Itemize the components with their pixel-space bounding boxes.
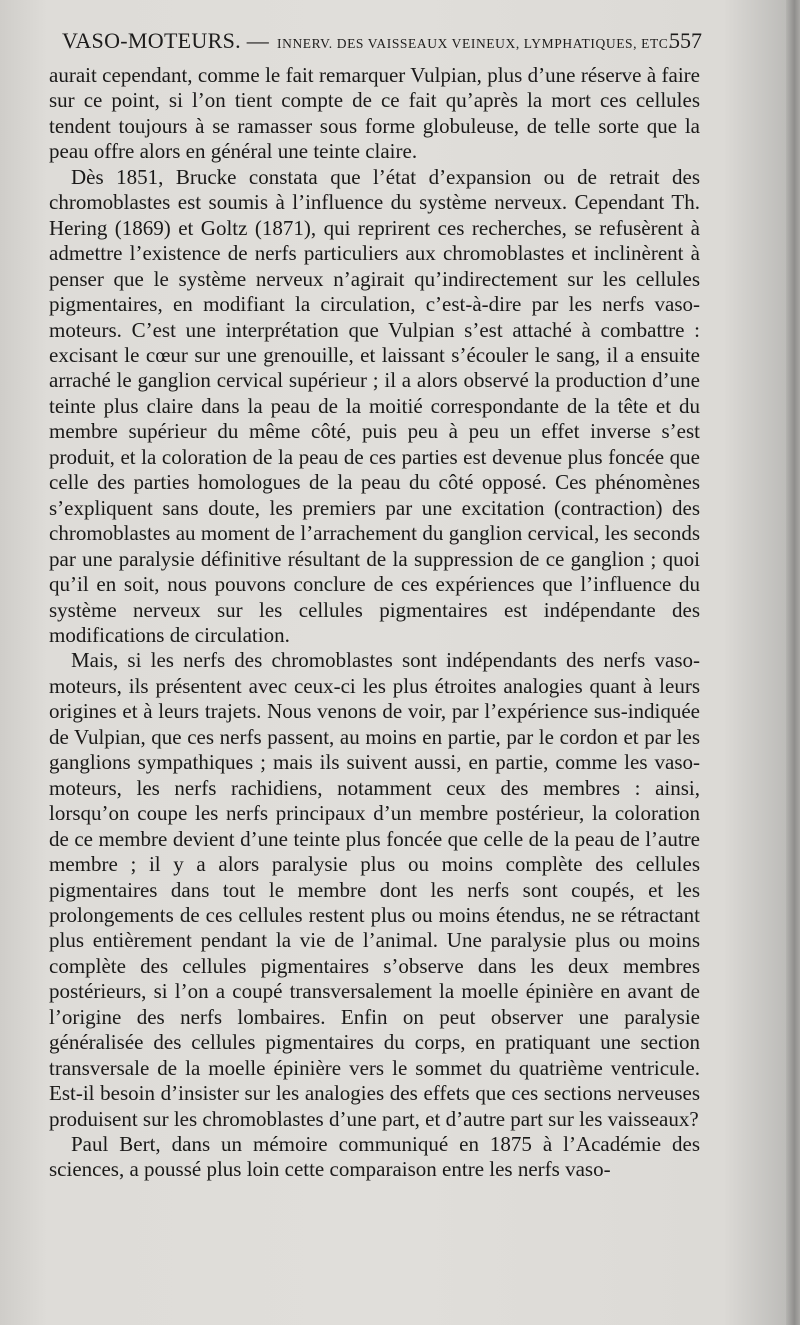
- paragraph-brucke: Dès 1851, Brucke constata que l’état d’expansion ou de retrait des chromoblastes est soumis à l’influence du système nerveux. Cependant Th. Hering (1869) et Goltz (1871), qui reprirent ces recherches, se refusèrent à admettre l’existence de nerfs particuliers aux chromoblastes et inclinèrent à penser que le système nerveux n’agirait qu’indirectement sur les cellules pigmentaires, en modifiant la circulation, c’est-à-dire par les nerfs vaso-moteurs. C’est une interprétation que Vulpian s’est attaché à combattre : excisant le cœur sur une grenouille, et laissant s’écouler le sang, il a ensuite arraché le ganglion cervical supérieur ; il a alors observé la production d’une teinte plus claire dans la peau de la moitié correspondante de la tête et du membre supérieur du même côté, puis peu à peu un effet inverse s’est produit, et la coloration de la peau de ces parties est devenue plus foncée que celle des parties homologues de la peau du côté opposé. Ces phénomènes s’expliquent sans doute, les premiers par une excitation (contraction) des chromoblastes au moment de l’arrachement du ganglion cervical, les seconds par une paralysie définitive résultant de la suppression de ce ganglion ; quoi qu’il en soit, nous pouvons conclure de ces expériences que l’influence du système nerveux sur les cellules pigmentaires est indépendante des modifications de circulation.: [49, 164, 700, 647]
- page-number: 557: [669, 28, 702, 53]
- header-subtitle: INNERV. DES VAISSEAUX VEINEUX, LYMPHATIQUES, ETC.: [277, 36, 673, 51]
- paragraph-paul-bert: Paul Bert, dans un mémoire communiqué en 1875 à l’Académie des sciences, a poussé plus loin cette comparaison entre les nerfs vaso-: [49, 1132, 700, 1182]
- paragraph-continued: aurait cependant, comme le fait remarquer Vulpian, plus d’une réserve à faire sur ce point, si l’on tient compte de ce fait qu’après la mort ces cellules tendent toujours à se ramasser sous forme globuleuse, de telle sorte que la peau offre alors en général une teinte claire.: [49, 63, 700, 164]
- page-edge: [786, 0, 800, 1325]
- paragraph-analogies: Mais, si les nerfs des chromoblastes sont indépendants des nerfs vaso-moteurs, ils présentent avec ceux-ci les plus étroites analogies quant à leurs origines et à leurs trajets. Nous venons de voir, par l’expérience sus-indiquée de Vulpian, que ces nerfs passent, au moins en partie, par le cordon et par les ganglions sympathiques ; mais ils suivent aussi, en partie, comme les vaso-moteurs, les nerfs rachidiens, notamment ceux des membres : ainsi, lorsqu’on coupe les nerfs principaux d’un membre postérieur, la coloration de ce membre devient d’une teinte plus foncée que celle de la peau de l’autre membre ; il y a alors paralysie plus ou moins complète des cellules pigmentaires dans tout le membre dont les nerfs sont coupés, et les prolongements de ces cellules restent plus ou moins étendus, ne se rétractant plus entièrement pendant la vie de l’animal. Une paralysie plus ou moins complète des cellules pigmentaires s’observe dans les deux membres postérieurs, si l’on a coupé transversalement la moelle épinière en avant de l’origine des nerfs lombaires. Enfin on peut observer une paralysie généralisée des cellules pigmentaires du corps, en pratiquant une section transversale de la moelle épinière vers le sommet du quatrième ventricule. Est-il besoin d’insister sur les analogies des effets que ces sections nerveuses produisent sur les chromoblastes d’une part, et d’autre part sur les vaisseaux?: [49, 648, 700, 1131]
- body-text: [49, 63, 700, 1183]
- header-section-title: VASO-MOTEURS. —: [62, 28, 270, 53]
- running-header: [62, 28, 702, 58]
